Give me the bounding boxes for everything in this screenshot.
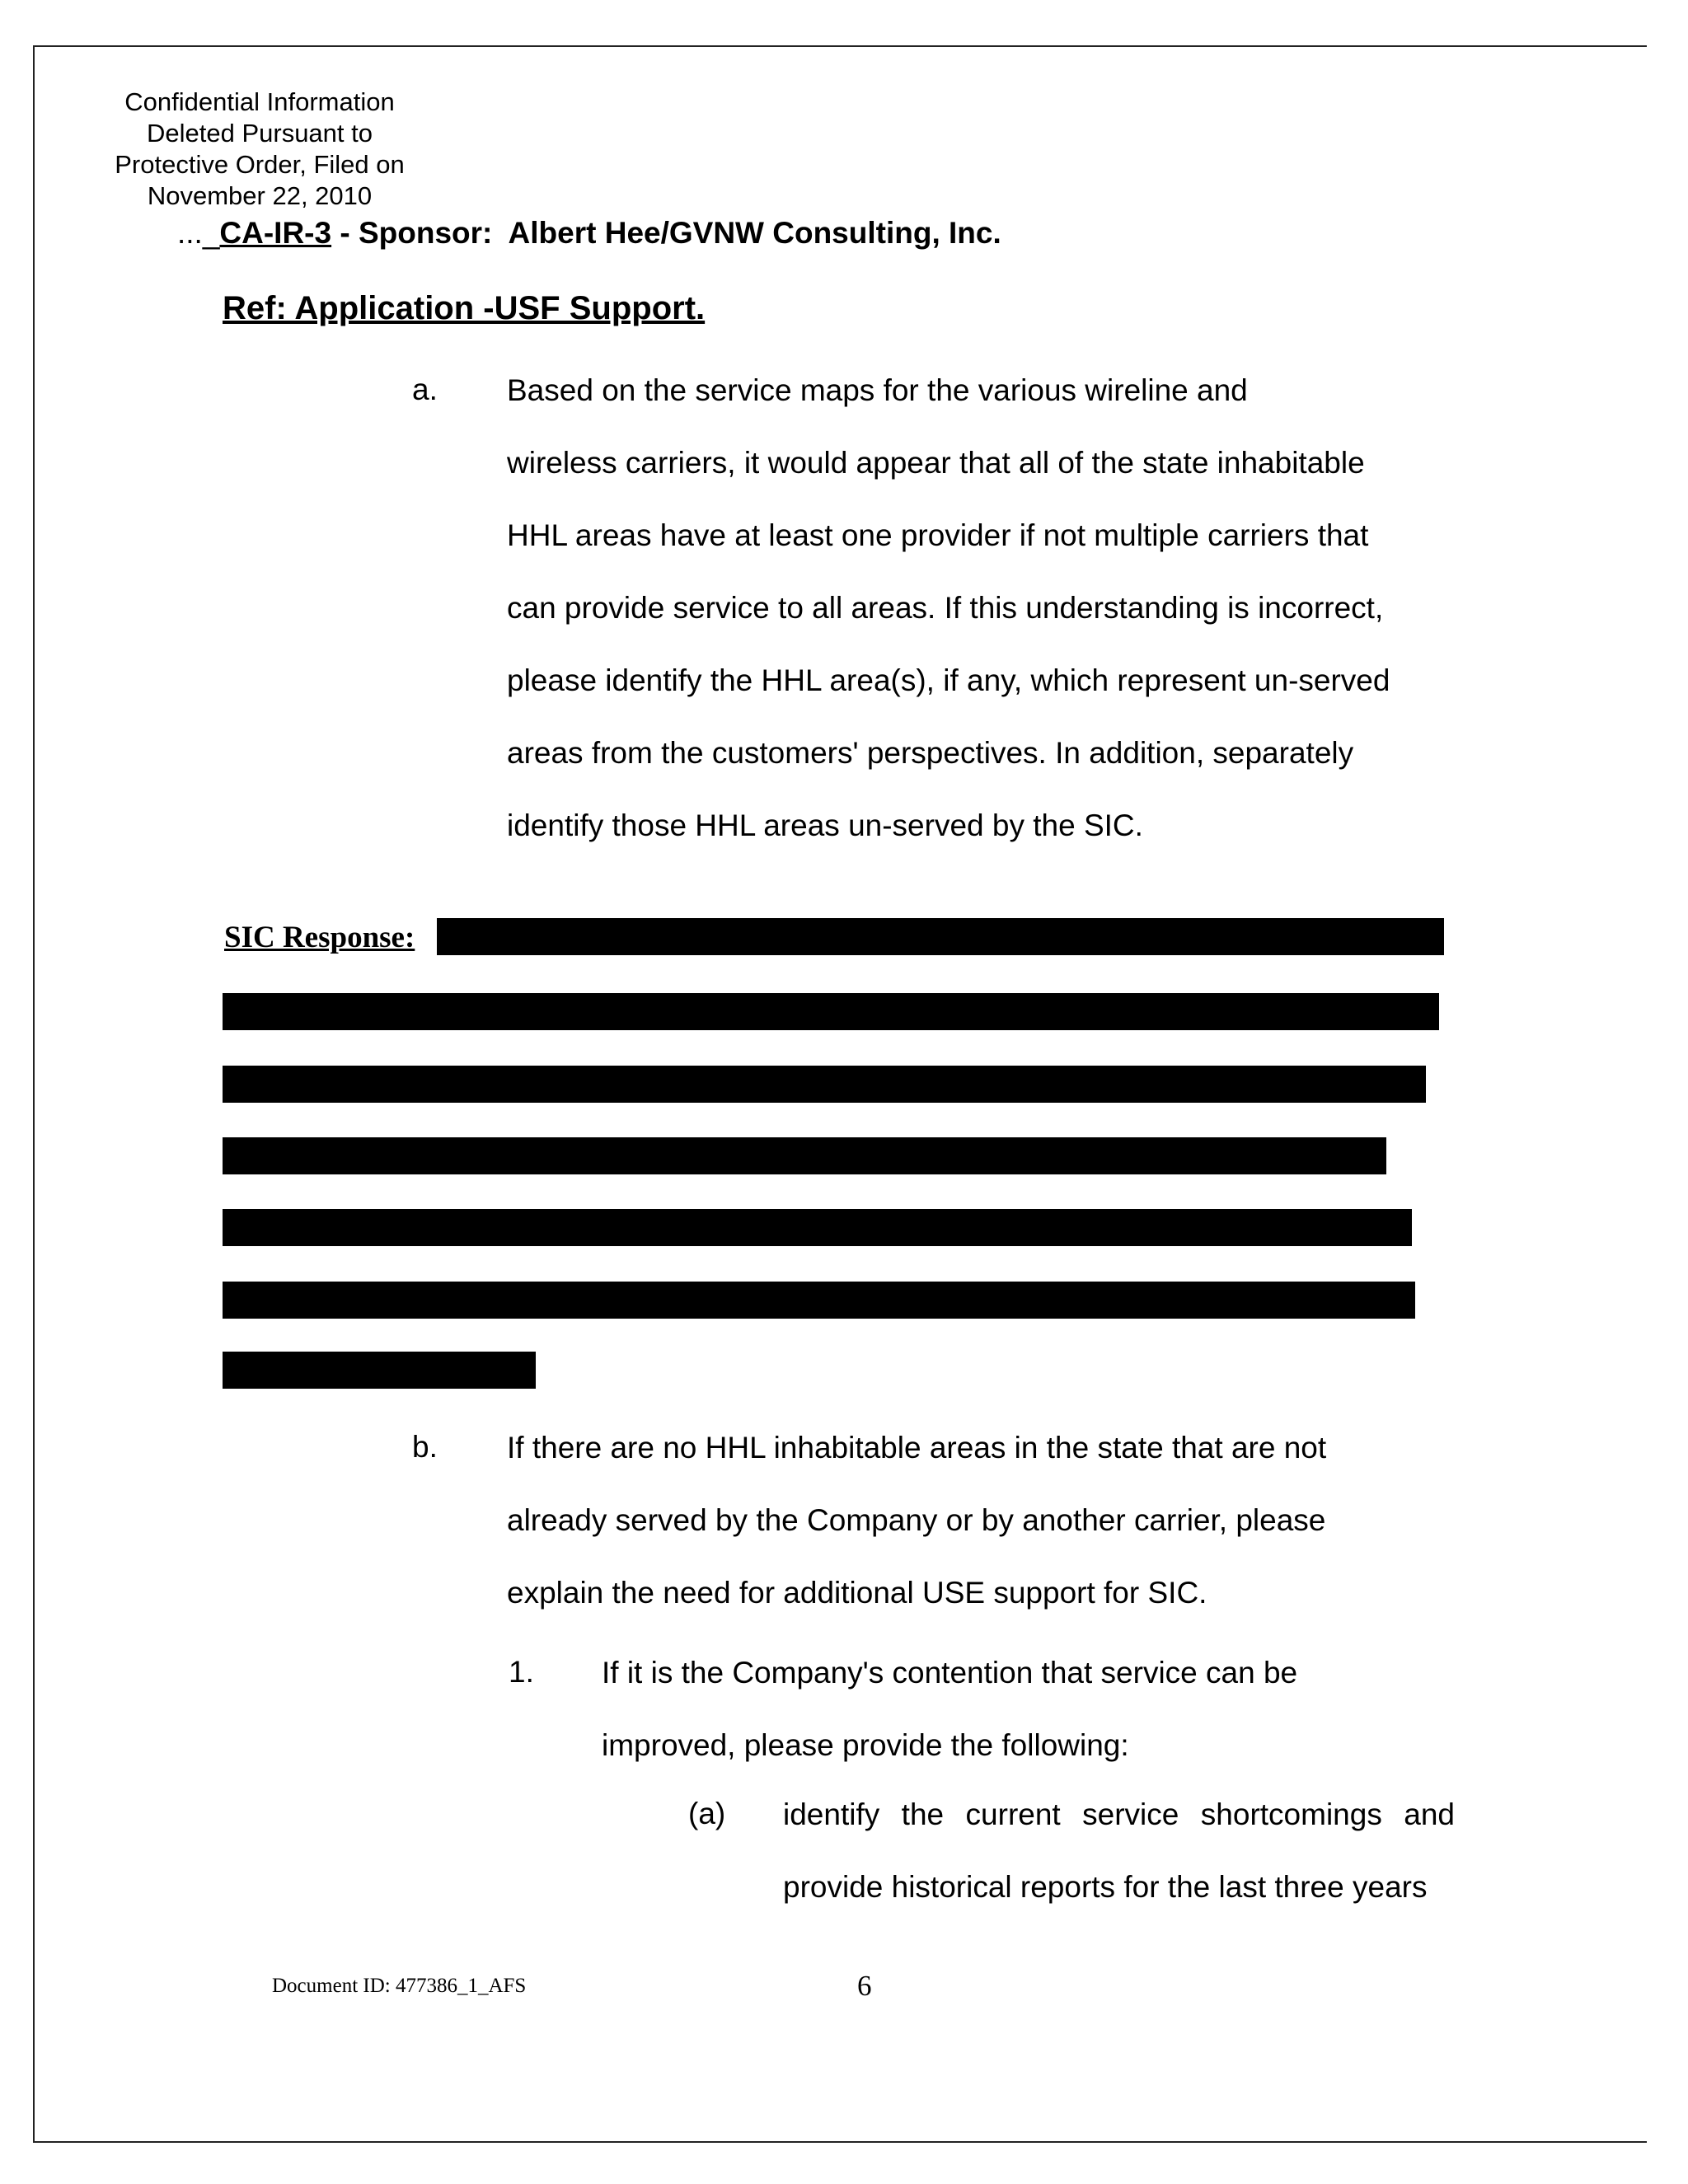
item-1-line: If it is the Company's contention that service can be: [602, 1656, 1298, 1690]
redaction-bar: [223, 1137, 1386, 1174]
item-b-text: [507, 1412, 1326, 1629]
confidential-line: Confidential Information: [124, 87, 395, 116]
redaction-bar: [223, 1066, 1426, 1103]
request-heading: [177, 216, 1001, 251]
item-a-line: please identify the HHL area(s), if any, which represent un-served: [507, 663, 1390, 697]
leading-dash: ..._: [177, 216, 220, 250]
redaction-bar: [223, 1282, 1415, 1319]
redaction-bar: [437, 918, 1444, 955]
confidentiality-notice: [107, 87, 412, 212]
item-a-line: areas from the customers' perspectives. In addition, separately: [507, 736, 1354, 770]
item-a-line: identify those HHL areas un-served by the SIC.: [507, 808, 1143, 842]
item-b-marker: b.: [412, 1430, 438, 1464]
item-sub-a-text: [783, 1779, 1455, 1924]
item-1-line: improved, please provide the following:: [602, 1728, 1129, 1762]
reference-line: Ref: Application -USF Support.: [223, 290, 706, 326]
item-sub-a-marker: (a): [688, 1797, 726, 1830]
redaction-bar: [223, 1352, 536, 1389]
item-1-text: [602, 1637, 1297, 1782]
item-a-line: HHL areas have at least one provider if not multiple carriers that: [507, 518, 1369, 552]
sponsor-text: - Sponsor: Albert Hee/GVNW Consulting, Inc.: [331, 216, 1001, 250]
item-a-text: [507, 354, 1390, 862]
item-1-marker: 1.: [509, 1655, 534, 1689]
confidential-line: November 22, 2010: [147, 181, 373, 210]
item-a-marker: a.: [412, 373, 438, 406]
item-a-line: can provide service to all areas. If this understanding is incorrect,: [507, 591, 1384, 625]
item-a-line: wireless carriers, it would appear that all of the state inhabitable: [507, 446, 1365, 480]
page-number: 6: [857, 1970, 872, 2002]
item-a-line: Based on the service maps for the various wireline and: [507, 373, 1248, 407]
confidential-line: Deleted Pursuant to: [146, 119, 373, 148]
request-code: CA-IR-3: [219, 216, 332, 250]
item-b-line: already served by the Company or by another carrier, please: [507, 1503, 1326, 1537]
confidential-line: Protective Order, Filed on: [115, 150, 405, 179]
redaction-bar: [223, 993, 1439, 1030]
item-sub-a-line: provide historical reports for the last three years: [783, 1870, 1428, 1904]
redaction-bar: [223, 1209, 1412, 1246]
item-b-line: explain the need for additional USE support for SIC.: [507, 1576, 1207, 1610]
item-b-line: If there are no HHL inhabitable areas in the state that are not: [507, 1431, 1327, 1465]
document-id: Document ID: 477386_1_AFS: [272, 1975, 527, 1997]
item-sub-a-line: identify the current service shortcomings and: [783, 1797, 1455, 1831]
sic-response-label: SIC Response:: [224, 921, 415, 954]
